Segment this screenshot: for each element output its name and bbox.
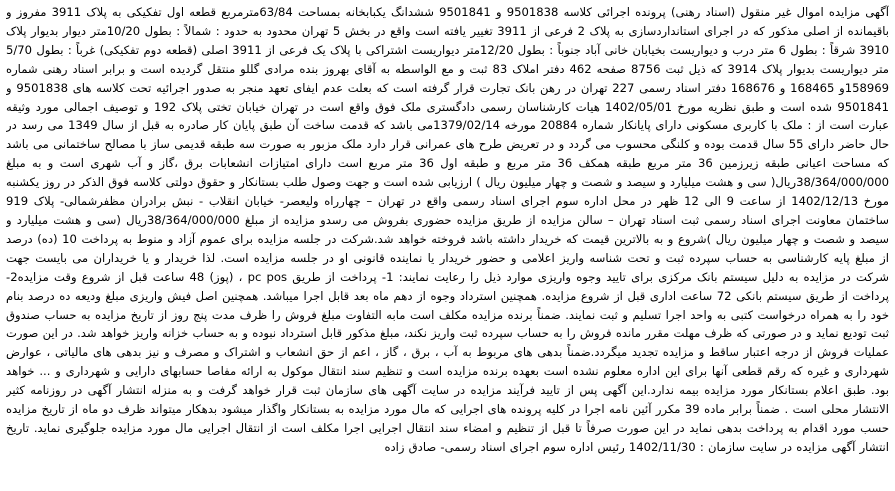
auction-notice [6, 3, 889, 489]
notice-text: آگهی مزایده اموال غیر منقول (اسناد رهنی) پرونده اجرائی کلاسه 9501838 و 9501841 ششدانگ یکبابخانه بمساحت 63/84مترمربع قطعه اول تفکیکی به پلاک 3911 مفروز و باقیمانده از اصلی مذکور که در اجرای استانداردسازی به پلاک 2 فرعی از 3911 تغییر یافته است واقع در بخش 5 تهران محدود به حدود : شمالاً : بطول 10/20متر دیوار بدیوار پلاک 3910 شرقاً : بطول 6 متر درب و دیواریست بخیابان خانی آباد جنوباً : بطول 12/20متر دیواریست اشتراکی با پلاک یک فرعی از 3911 اصلی (قطعه دوم تفکیکی) غرباً : بطول 5/70 متر دیواریست بدیوار پلاک 3914 که ذیل ثبت 8756 صفحه 462 دفتر املاک 83 ثبت و مع الواسطه به آقای بهروز بنده مرادی گللو منتقل گردیده است و برابر اسناد رهنی شماره 158969و 168465 و 168676 دفتر اسناد رسمی 227 تهران در رهن بانک تجارت قرار گرفته است که بعلت عدم ایفای تعهد منجر به صدور اجرائیه تحت کلاسه های 9501838 و 9501841 شده است و طبق نظریه مورخ 1402/05/01 هیات کارشناسان رسمی دادگستری ملک فوق واقع است در تهران خیابان تختی پلاک 192 و توصیف اجمالی مورد وثیقه عبارت است از : ملک با کاربری مسکونی دارای پایانکار شماره 20884 مورخه 1379/02/14می باشد که قدمت ساخت آن طبق پایان کار صادره به قبل از سال 1349 می رسد در حال حاضر دارای 55 سال قدمت بوده و کلنگی محسوب می گردد و در تعریض طرح های عمرانی قرار دارد ملک مزبور به صورت سه طبقه قدیمی ساز با مصالح ساختمانی می باشد که مساحت اعیانی طبقه زیرزمین 36 متر مربع طبقه همکف 36 متر مربع و طبقه اول 36 متر مربع است دارای امتیازات انشعابات برق ،گاز و آب شهری است و به مبلغ 38/364/000/000ریال( سی و هشت میلیارد و سیصد و شصت و چهار میلیون ریال ) ارزیابی شده است و جهت وصول طلب بستانکار و حقوق دولتی کلاسه فوق الذکر در روز یکشنبه مورخ 1402/12/13 از ساعت 9 الی 12 ظهر در محل اداره سوم اجرای اسناد رسمی واقع در تهران – چهارراه ولیعصر- خیابان انقلاب - نبش برادران مظفرشمالی- پلاک 919 ساختمان معاونت اجرای اسناد رسمی ثبت اسناد تهران – سالن مزایده از طریق مزایده حضوری بفروش می رسدو مزایده از مبلغ 38/364/000/000ریال (سی و هشت میلیارد و سیصد و شصت و چهار میلیون ریال )شروع و به بالاترین قیمت که خریدار داشته باشد فروخته خواهد شد.شرکت در جلسه مزایده برای عموم آزاد و منوط به پرداخت 10 (ده) درصد از مبلغ پایه کارشناسی به حساب سپرده ثبت و تحت شناسه واریز اعلامی و حضور خریدار یا نماینده قانونی او در جلسه مزایده است. لذا خریدار و یا خریداران می بایست جهت شرکت در مزایده به دلیل سیستم بانک مرکزی برای تایید وجوه واریزی موارد ذیل را رعایت نمایند: 1- پرداخت از طریق pc pos ، (پوز) 48 ساعت قبل از شروع وقت مزایده2- پرداخت از طریق سیستم بانکی 72 ساعت اداری قبل از شروع مزایده. همچنین استرداد وجوه از دهم ماه بعد قابل اجرا میباشد. همچنین اصل فیش واریزی مبلغ ودیعه ده درصد بنام خود را به همراه درخواست کتبی به واحد اجرا تسلیم و ثبت نمایند. ضمناً برنده مزایده مکلف است مابه التفاوت مبلغ فروش را ظرف مدت پنج روز از تاریخ مزایده به حساب صندوق ثبت تودیع نماید و در صورتی که ظرف مهلت مقرر مانده فروش را به حساب سپرده ثبت واریز نکند، مبلغ مذکور قابل استرداد نبوده و به حساب خزانه واریز خواهد شد. در این صورت عملیات فروش از درجه اعتبار ساقط و مزایده تجدید میگردد.ضمناً بدهی های مربوط به آب ، برق ، گاز ، اعم از حق انشعاب و اشتراک و مصرف و نیز بدهی های مالیاتی ، عوارض شهرداری و غیره که رقم قطعی آنها برای این اداره معلوم نشده است بعهده برنده مزایده است و تنظیم سند انتقال موکول به ارائه مفاصا حسابهای دارایی و شهرداری و ... خواهد بود. طبق اعلام بستانکار مورد مزایده بیمه ندارد.این آگهی پس از تایید فرآیند مزایده در سایت آگهی های سازمان ثبت قرار خواهد گرفت و به منزله انتشار آگهی در روزنامه کثیر الانتشار محلی است . ضمناً برابر ماده 39 مکرر آئین نامه اجرا در کلیه پرونده های اجرایی که مال مورد مزایده به بستانکار واگذار میشود بدهکار میتواند ظرف دو ماه از تاریخ مزایده حسب مورد اقدام به پرداخت بدهی نماید در این صورت صرفاً تا قبل از تنظیم و امضاء سند انتقال اجرایی اجرا مکلف است از انتقال اجرایی مال مورد مزایده جلوگیری نماید. تاریخ انتشار آگهی مزایده در سایت سازمان : 1402/11/30 رئیس اداره سوم اجرای اسناد رسمی- صادق زاده [6, 5, 889, 454]
